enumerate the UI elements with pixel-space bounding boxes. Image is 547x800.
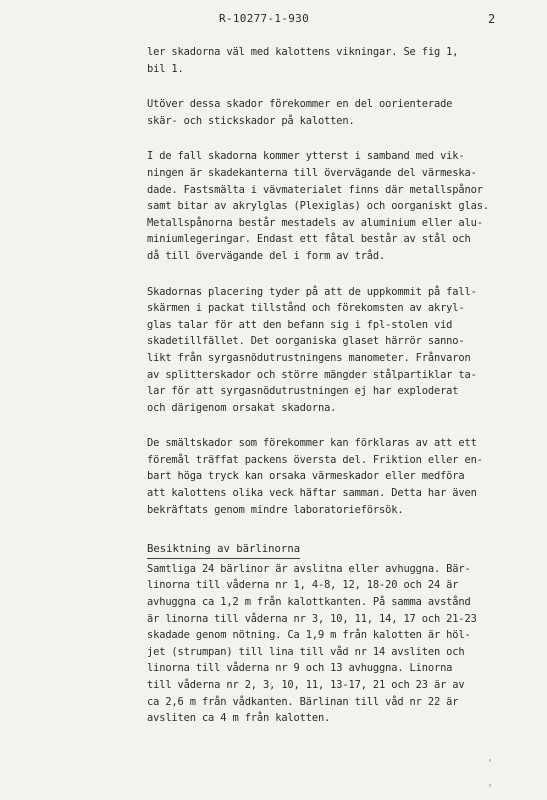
text-line: linorna till våderna nr 9 och 13 avhuggna. Linorna	[147, 662, 453, 675]
paragraph-1	[147, 44, 537, 77]
text-line: skadade genom nötning. Ca 1,9 m från kalotten är höl-	[147, 629, 471, 642]
text-line: samt bitar av akrylglas (Plexiglas) och oorganiskt glas.	[147, 200, 489, 213]
text-line: likt från syrgasnödutrustningens manometer. Frånvaron	[147, 351, 471, 364]
text-line: dade. Fastsmälta i vävmaterialet finns där metallspånor	[147, 183, 483, 196]
text-line: skär- och stickskador på kalotten.	[147, 114, 355, 127]
text-line: Samtliga 24 bärlinor är avslitna eller avhuggna. Bär-	[147, 562, 471, 575]
text-line: ningen är skadekanterna till övervägande del värmeska-	[147, 166, 477, 179]
text-line: ler skadorna väl med kalottens vikningar. Se fig 1,	[147, 46, 459, 58]
section-heading: Besiktning av bärlinorna	[147, 541, 300, 559]
text-line: och därigenom orsakat skadorna.	[147, 401, 337, 414]
text-line: ca 2,6 m från vådkanten. Bärlinan till våd nr 22 är	[147, 695, 459, 708]
text-line: glas talar för att den befann sig i fpl-stolen vid	[147, 318, 453, 331]
paragraph-3	[147, 148, 537, 264]
text-line: då till övervägande del i form av tråd.	[147, 249, 386, 262]
text-line: Metallspånorna består mestadels av aluminium eller alu-	[147, 216, 483, 229]
text-line: I de fall skadorna kommer ytterst i samband med vik-	[147, 150, 465, 163]
page-number: 2	[488, 12, 496, 26]
text-line: föremål träffat packens översta del. Friktion eller en-	[147, 453, 483, 466]
text-line: avsliten ca 4 m från kalotten.	[147, 712, 331, 725]
text-line: Skadornas placering tyder på att de uppkommit på fall-	[147, 285, 477, 298]
paragraph-4	[147, 284, 537, 417]
paragraph-5	[147, 435, 537, 518]
stray-mark: '	[487, 783, 494, 794]
text-line: bart höga tryck kan orsaka värmeskador eller medföra	[147, 470, 465, 483]
text-line: av splitterskador och större mängder stålpartiklar ta-	[147, 368, 477, 381]
text-line: till våderna nr 2, 3, 10, 11, 13-17, 21 och 23 är av	[147, 679, 465, 691]
text-line: bekräftats genom mindre laboratorieförsök.	[147, 503, 404, 516]
text-line: miniumlegeringar. Endast ett fåtal består av stål och	[147, 233, 471, 246]
text-line: skadetillfället. Det oorganiska glaset härrör sanno-	[147, 335, 465, 348]
text-line: bil 1.	[147, 62, 184, 75]
text-line: är linorna till våderna nr 3, 10, 11, 14, 17 och 21-23	[147, 612, 477, 625]
section-barlinor	[147, 537, 537, 727]
text-line: att kalottens olika veck häftar samman. Detta har även	[147, 487, 477, 500]
text-line: skärmen i packat tillstånd och förekomsten av akryl-	[147, 302, 465, 315]
text-line: lar för att syrgasnödutrustningen ej har exploderat	[147, 385, 459, 398]
stray-mark: '	[487, 758, 494, 769]
document-reference: R-10277-1-930	[219, 12, 309, 25]
text-line: Utöver dessa skador förekommer en del oorienterade	[147, 98, 453, 111]
paragraph-2	[147, 96, 537, 129]
text-line: linorna till våderna nr 1, 4-8, 12, 18-20 och 24 är	[147, 579, 459, 592]
document-body	[147, 44, 537, 746]
text-line: De smältskador som förekommer kan förklaras av att ett	[147, 437, 477, 450]
text-line: avhuggna ca 1,2 m från kalottkanten. På samma avstånd	[147, 596, 471, 609]
text-line: jet (strumpan) till lina till våd nr 14 avsliten och	[147, 645, 465, 658]
